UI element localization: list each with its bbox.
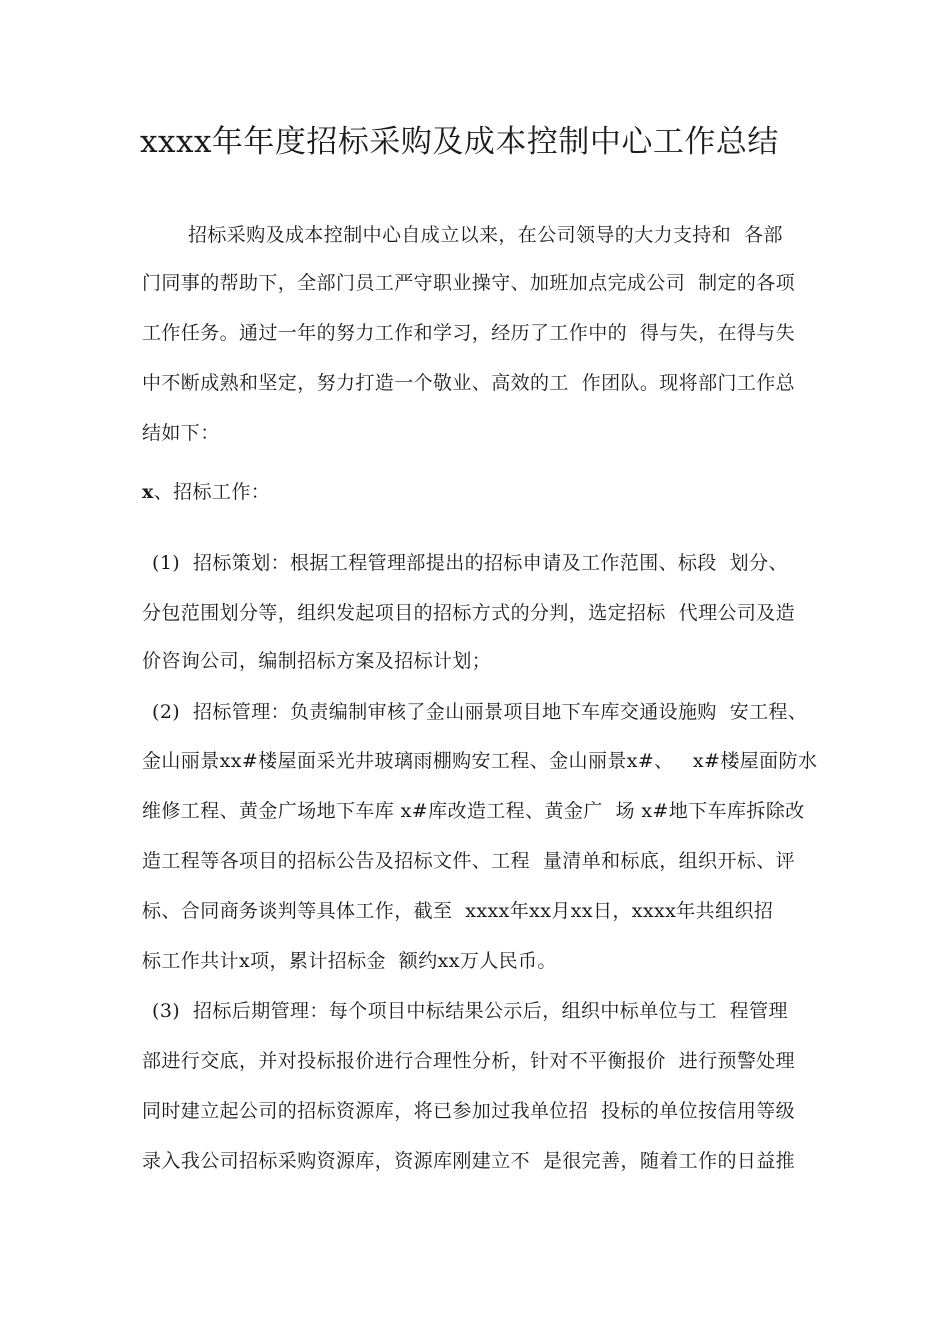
item2-line-4: 造工程等各项目的招标公告及招标文件、工程 量清单和标底，组织开标、评 (142, 850, 796, 872)
item3-line-3: 同时建立起公司的招标资源库，将已参加过我单位招 投标的单位按信用等级 (142, 1100, 796, 1122)
intro-line-2: 门同事的帮助下，全部门员工严守职业操守、加班加点完成公司 制定的各项 (142, 272, 796, 294)
section-heading-text: 、招标工作： (153, 481, 271, 503)
item2-line-2: 金山丽景xx#楼屋面采光井玻璃雨棚购安工程、金山丽景x#、 x#楼屋面防水 (142, 750, 818, 772)
intro-line-3: 工作任务。通过一年的努力工作和学习，经历了工作中的 得与失，在得与失 (142, 322, 796, 344)
item3-line-2: 部进行交底，并对投标报价进行合理性分析，针对不平衡报价 进行预警处理 (142, 1050, 796, 1072)
intro-line-4: 中不断成熟和坚定，努力打造一个敬业、高效的工 作团队。现将部门工作总 (142, 372, 796, 394)
item2-line-3: 维修工程、黄金广场地下车库 x#库改造工程、黄金广 场 x#地下车库拆除改 (142, 800, 805, 822)
section-heading (142, 477, 270, 507)
intro-line-1: 招标采购及成本控制中心自成立以来，在公司领导的大力支持和 各部 (188, 224, 783, 246)
section-heading-prefix: x (142, 481, 154, 503)
item2-line-1: (2) 招标管理：负责编制审核了金山丽景项目地下车库交通设施购 安工程、 (152, 701, 808, 723)
item3-line-4: 录入我公司招标采购资源库，资源库刚建立不 是很完善，随着工作的日益推 (142, 1150, 796, 1172)
item1-line-2: 分包范围划分等，组织发起项目的招标方式的分判，选定招标 代理公司及造 (142, 602, 796, 624)
item2-line-5: 标、合同商务谈判等具体工作，截至 xxxx年xx月xx日，xxxx年共组织招 (142, 900, 774, 922)
item2-line-6: 标工作共计x项，累计招标金 额约xx万人民币。 (142, 950, 557, 972)
intro-line-5: 结如下： (142, 422, 220, 444)
document-title: xxxx年年度招标采购及成本控制中心工作总结 (140, 124, 779, 160)
item3-line-1: (3) 招标后期管理：每个项目中标结果公示后，组织中标单位与工 程管理 (152, 1000, 788, 1022)
item1-line-1: (1) 招标策划：根据工程管理部提出的招标申请及工作范围、标段 划分、 (152, 552, 788, 574)
item1-line-3: 价咨询公司，编制招标方案及招标计划； (142, 650, 492, 672)
